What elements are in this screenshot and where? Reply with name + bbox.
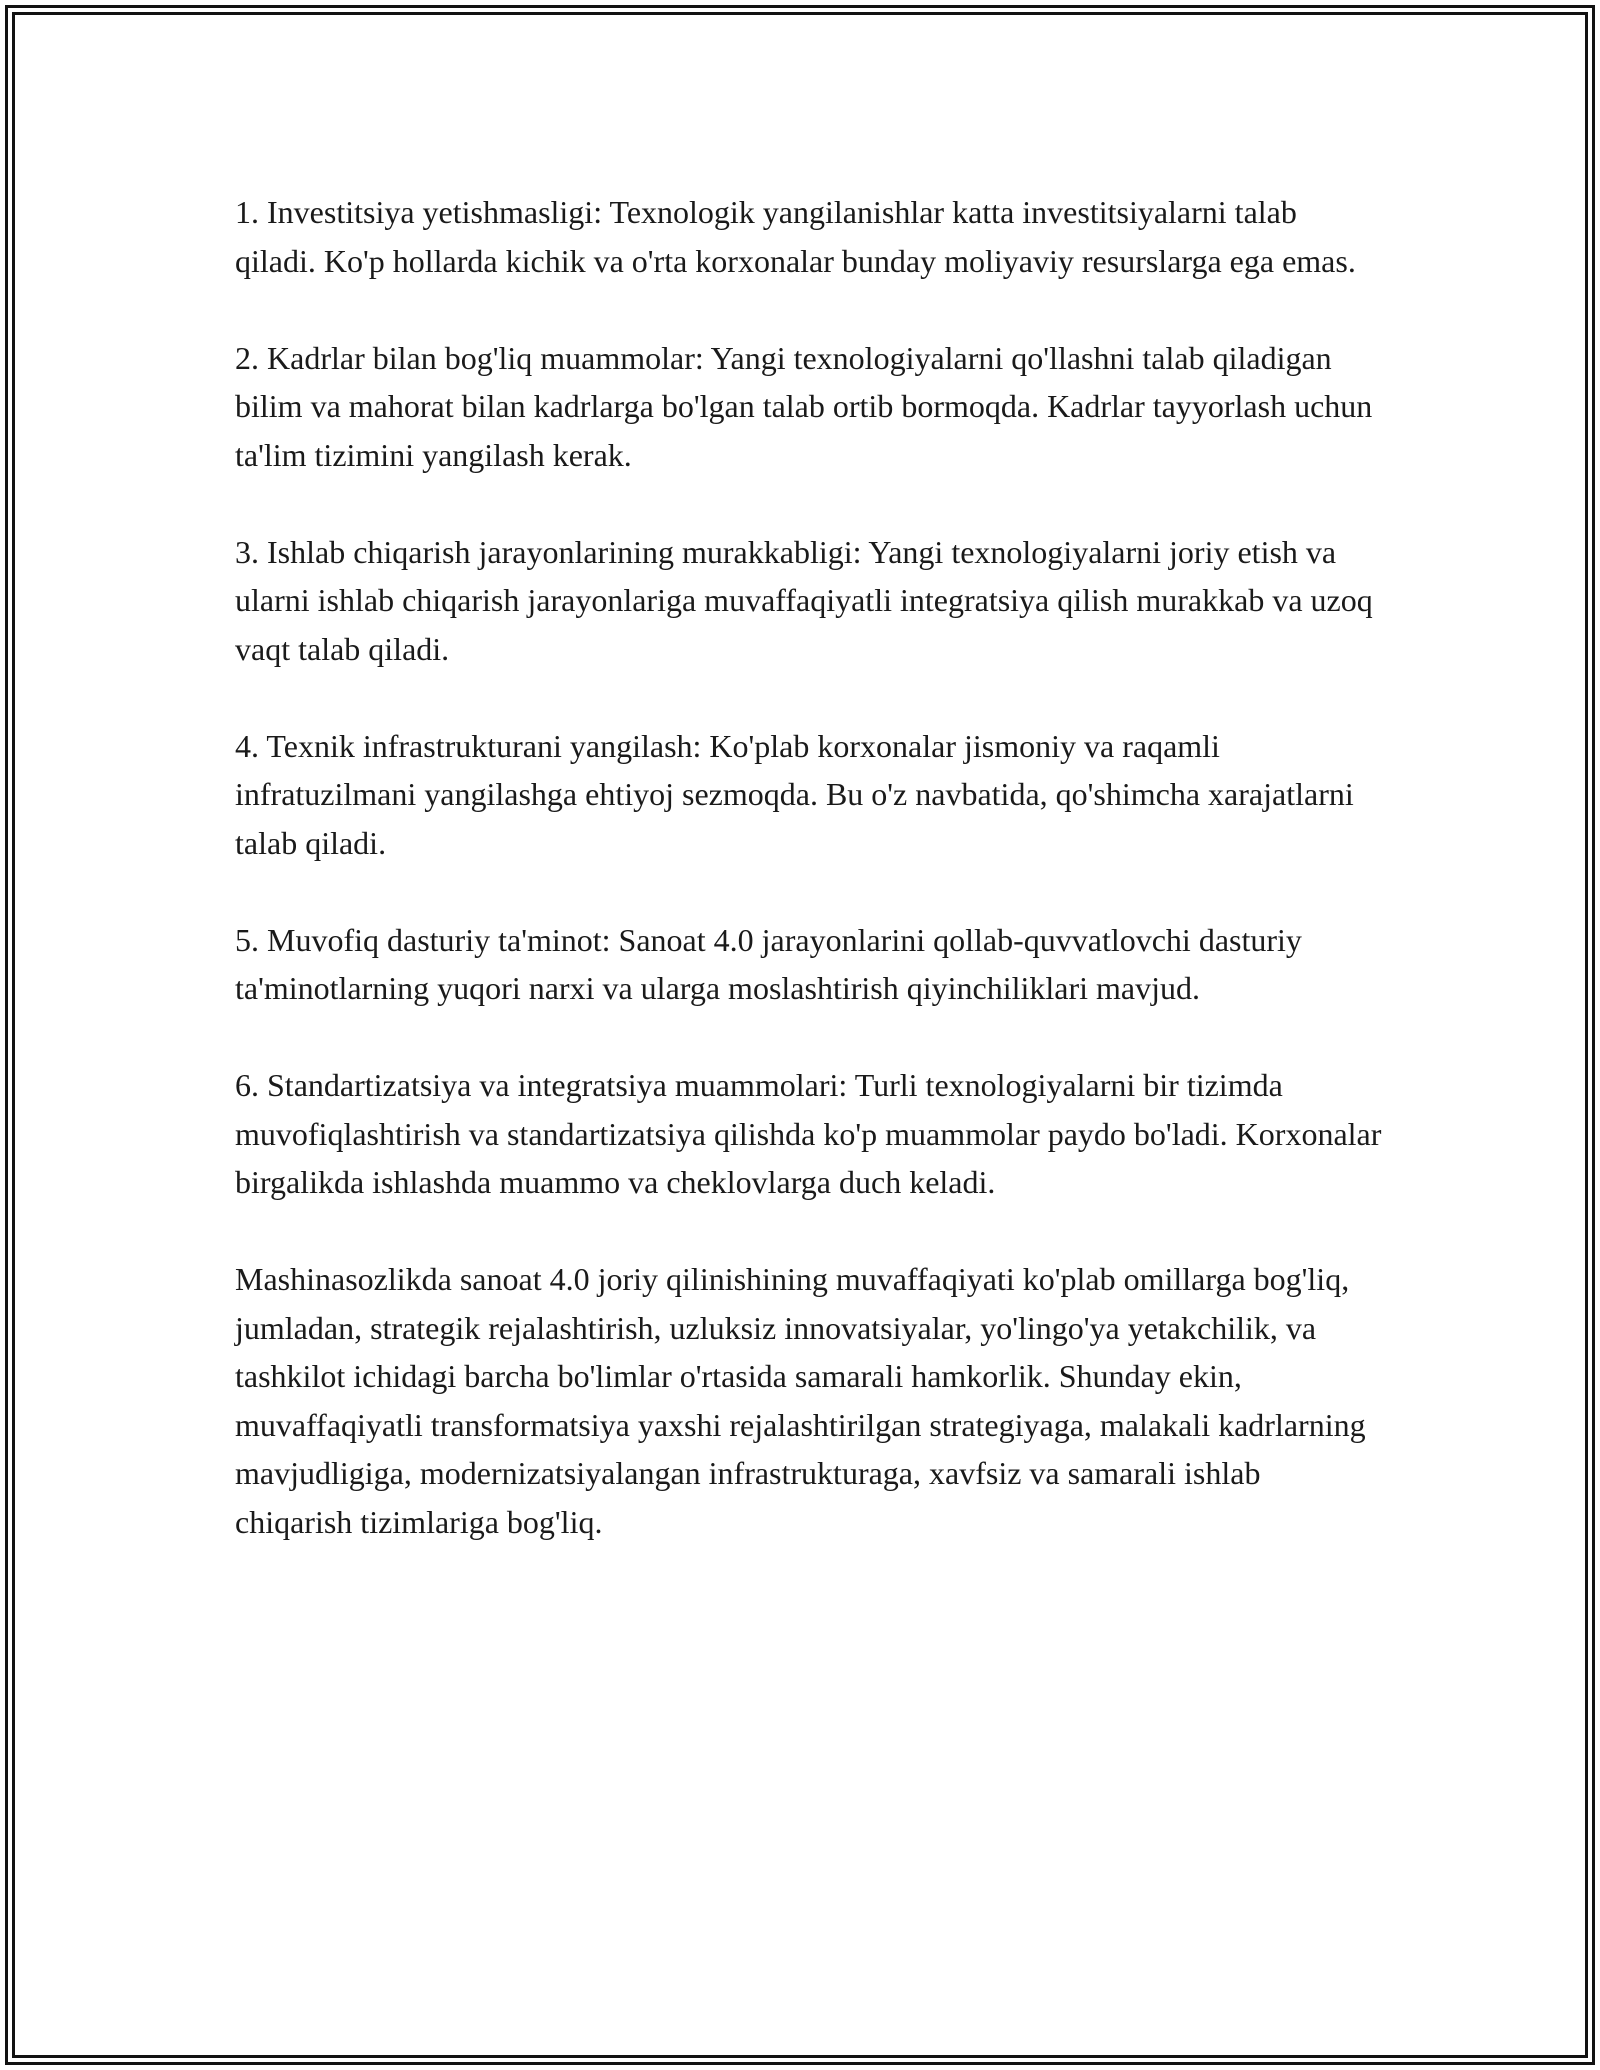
paragraph-process-complexity: 3. Ishlab chiqarish jarayonlarining murakkabligi: Yangi texnologiyalarni joriy etish va ularni ishlab chiqarish jarayonlariga muvaffaqiyatli integratsiya qilish murakkab va uzoq vaqt talab qiladi. xyxy=(235,533,1373,667)
paragraph-personnel: 2. Kadrlar bilan bog'liq muammolar: Yangi texnologiyalarni qo'llashni talab qiladigan bilim va mahorat bilan kadrlarga bo'lgan talab ortib bormoqda. Kadrlar tayyorlash uchun ta'lim tizimini yangilash kerak. xyxy=(235,339,1373,473)
paragraph-investment: 1. Investitsiya yetishmasligi: Texnologik yangilanishlar katta investitsiyalarni talab qiladi. Ko'p hollarda kichik va o'rta korxonalar bunday moliyaviy resurslarga ega emas. xyxy=(235,194,1356,279)
paragraph-conclusion: Mashinasozlikda sanoat 4.0 joriy qilinishining muvaffaqiyati ko'plab omillarga bog'liq, jumladan, strategik rejalashtirish, uzluksiz innovatsiyalar, yo'lingo'ya yetakchilik, va tashkilot ichidagi barcha bo'limlar o'rtasida samarali hamkorlik. Shunday ekin, muvaffaqiyatli transformatsiya yaxshi rejalashtirilgan strategiyaga, malakali kadrlarning mavjudligiga, modernizatsiyalangan infrastrukturaga, xavfsiz va samarali ishlab chiqarish tizimlariga bog'liq. xyxy=(235,1261,1366,1540)
paragraph-infrastructure: 4. Texnik infrastrukturani yangilash: Ko'plab korxonalar jismoniy va raqamli infratuzilmani yangilashga ehtiyoj sezmoqda. Bu o'z navbatida, qo'shimcha xarajatlarni talab qiladi. xyxy=(235,727,1354,861)
paragraph-standardization: 6. Standartizatsiya va integratsiya muammolari: Turli texnologiyalarni bir tizimda muvofiqlashtirish va standartizatsiya qilishda ko'p muammolar paydo bo'ladi. Korxonalar birgalikda ishlashda muammo va cheklovlarga duch keladi. xyxy=(235,1067,1382,1200)
document-body xyxy=(235,188,1385,1546)
paragraph-software: 5. Muvofiq dasturiy ta'minot: Sanoat 4.0 jarayonlarini qollab-quvvatlovchi dasturiy ta'minotlarning yuqori narxi va ularga moslashtirish qiyinchiliklari mavjud. xyxy=(235,921,1302,1006)
